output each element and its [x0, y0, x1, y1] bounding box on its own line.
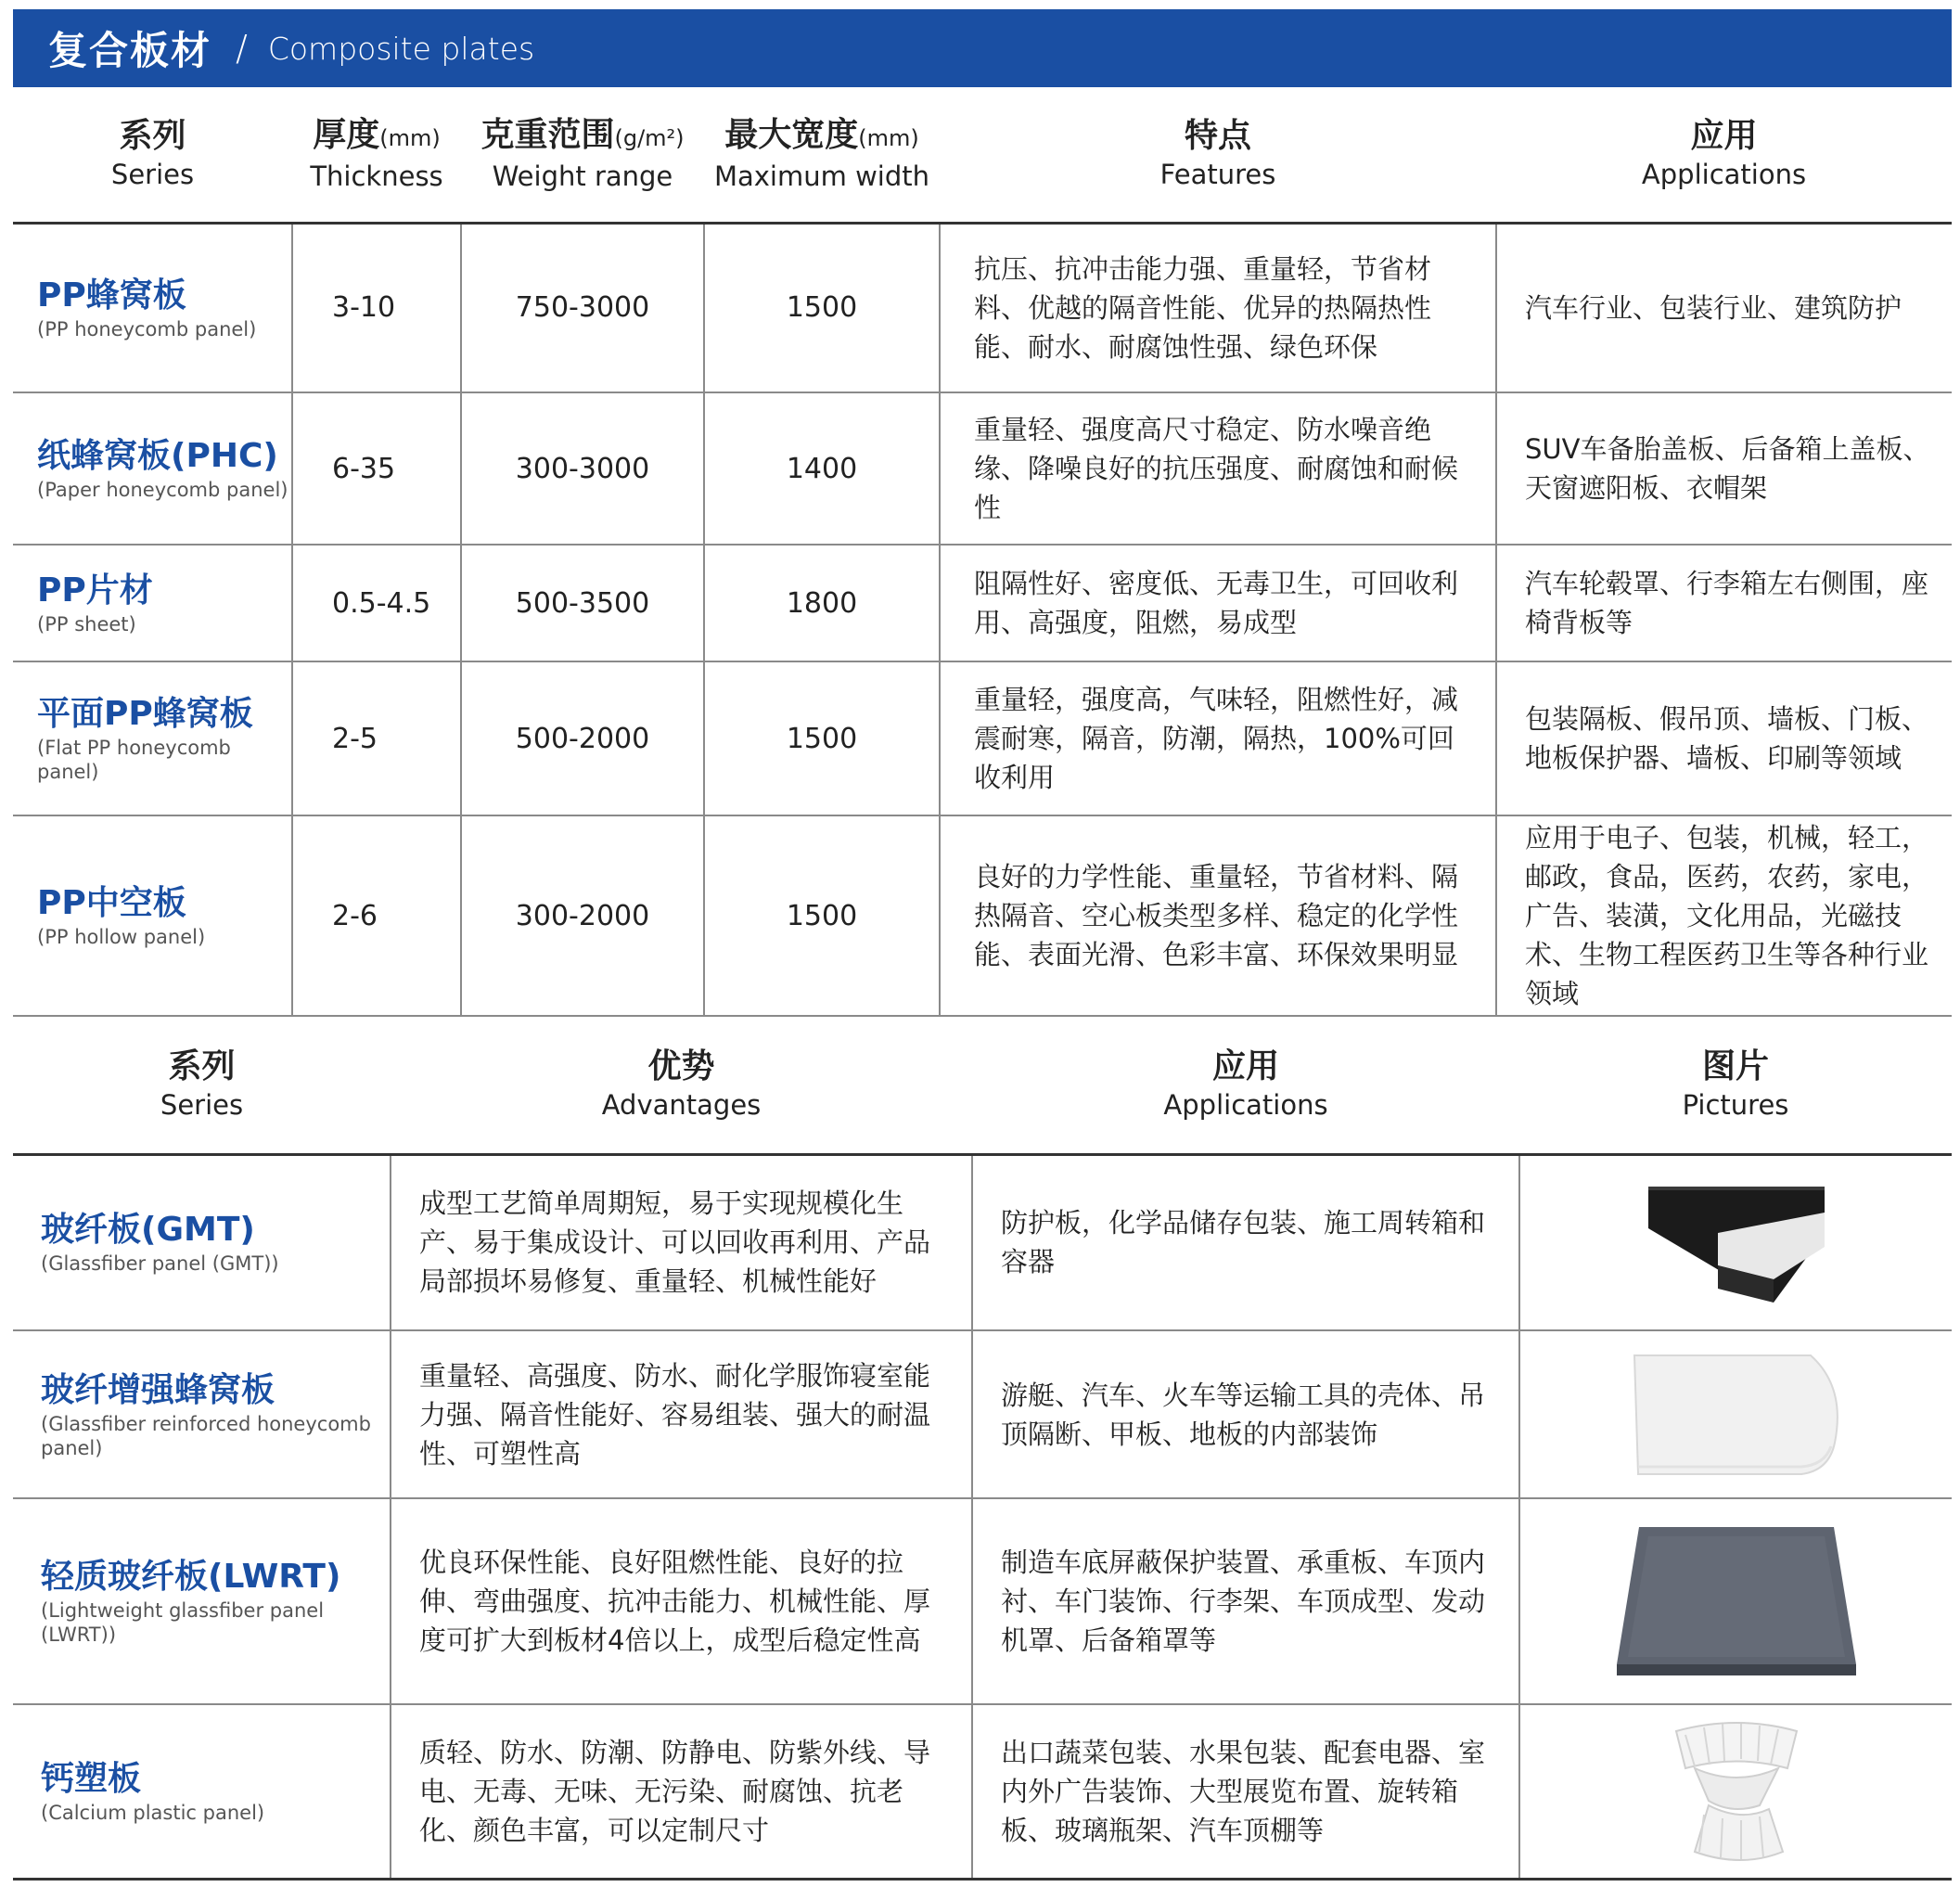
weight-cell: 750-3000 [461, 223, 704, 392]
folded-honeycomb-image [1667, 1713, 1806, 1870]
thickness-cell: 2-5 [292, 661, 461, 815]
composite-specs-table [13, 87, 1952, 1017]
applications-cell: 出口蔬菜包装、水果包装、配套电器、室内外广告装饰、大型展览布置、旋转箱板、玻璃瓶架、汽车顶棚等 [972, 1704, 1519, 1879]
features-cell: 良好的力学性能、重量轻，节省材料、隔热隔音、空心板类型多样、稳定的化学性能、表面光滑、色彩丰富、环保效果明显 [940, 815, 1496, 1016]
table-row [13, 1704, 1952, 1879]
picture-cell [1519, 1330, 1952, 1498]
applications-cell: 防护板，化学品储存包装、施工周转箱和容器 [972, 1154, 1519, 1330]
series-cell: 轻质玻纤板(LWRT) (Lightweight glassfiber panel (LWRT)) [13, 1498, 391, 1704]
glassfiber-specs-table [13, 1017, 1952, 1881]
picture-cell [1519, 1498, 1952, 1704]
table-row [13, 1154, 1952, 1330]
header-features: 特点 Features [940, 87, 1496, 223]
weight-cell: 300-2000 [461, 815, 704, 1016]
features-cell: 重量轻、强度高尺寸稳定、防水噪音绝缘、降噪良好的抗压强度、耐腐蚀和耐候性 [940, 392, 1496, 545]
series-cell: 钙塑板 (Calcium plastic panel) [13, 1704, 391, 1879]
advantages-cell: 重量轻、高强度、防水、耐化学服饰寝室能力强、隔音性能好、容易组装、强大的耐温性、可塑性高 [391, 1330, 972, 1498]
table-row [13, 223, 1952, 392]
header-advantages: 优势 Advantages [391, 1017, 972, 1154]
picture-cell [1519, 1704, 1952, 1879]
advantages-cell: 优良环保性能、良好阻燃性能、良好的拉伸、弯曲强度、抗冲击能力、机械性能、厚度可扩大到板材4倍以上，成型后稳定性高 [391, 1498, 972, 1704]
table-row [13, 545, 1952, 661]
weight-cell: 500-3500 [461, 545, 704, 661]
thickness-cell: 6-35 [292, 392, 461, 545]
width-cell: 1500 [704, 223, 940, 392]
advantages-cell: 成型工艺简单周期短，易于实现规模化生产、易于集成设计、可以回收再利用、产品局部损坏易修复、重量轻、机械性能好 [391, 1154, 972, 1330]
applications-cell: 汽车轮毂罩、行李箱左右侧围，座椅背板等 [1496, 545, 1952, 661]
header-weight-range: 克重范围(g/m²) Weight range [461, 87, 704, 223]
series-cell: PP中空板 (PP hollow panel) [13, 815, 292, 1016]
thickness-cell: 3-10 [292, 223, 461, 392]
series-cell: 纸蜂窝板(PHC) (Paper honeycomb panel) [13, 392, 292, 545]
features-cell: 重量轻，强度高，气味轻，阻燃性好，减震耐寒，隔音，防潮，隔热，100%可回收利用 [940, 661, 1496, 815]
header-thickness: 厚度(mm) Thickness [292, 87, 461, 223]
header-pictures: 图片 Pictures [1519, 1017, 1952, 1154]
series-cell: PP蜂窝板 (PP honeycomb panel) [13, 223, 292, 392]
series-cell: 玻纤板(GMT) (Glassfiber panel (GMT)) [13, 1154, 391, 1330]
width-cell: 1800 [704, 545, 940, 661]
header-applications: 应用 Applications [972, 1017, 1519, 1154]
features-cell: 抗压、抗冲击能力强、重量轻，节省材料、优越的隔音性能、优异的热隔热性能、耐水、耐腐蚀性强、绿色环保 [940, 223, 1496, 392]
picture-cell [1519, 1154, 1952, 1330]
table-row [13, 1498, 1952, 1704]
weight-cell: 300-3000 [461, 392, 704, 545]
width-cell: 1500 [704, 661, 940, 815]
applications-cell: SUV车备胎盖板、后备箱上盖板、天窗遮阳板、衣帽架 [1496, 392, 1952, 545]
table-row [13, 815, 1952, 1016]
thickness-cell: 2-6 [292, 815, 461, 1016]
applications-cell: 包装隔板、假吊顶、墙板、门板、地板保护器、墙板、印刷等领域 [1496, 661, 1952, 815]
black-white-panel-image [1644, 1177, 1829, 1307]
table-header-row [13, 87, 1952, 223]
width-cell: 1400 [704, 392, 940, 545]
header-series: 系列 Series [13, 87, 292, 223]
section-banner [13, 9, 1952, 87]
applications-cell: 应用于电子、包装，机械，轻工，邮政，食品，医药，农药，家电，广告、装潢，文化用品，光磁技术、生物工程医药卫生等各种行业领域 [1496, 815, 1952, 1016]
banner-title-en: Composite plates [267, 30, 535, 67]
features-cell: 阻隔性好、密度低、无毒卫生，可回收利用、高强度，阻燃，易成型 [940, 545, 1496, 661]
table-row [13, 392, 1952, 545]
thickness-cell: 0.5-4.5 [292, 545, 461, 661]
advantages-cell: 质轻、防水、防潮、防静电、防紫外线、导电、无毒、无味、无污染、耐腐蚀、抗老化、颜色丰富，可以定制尺寸 [391, 1704, 972, 1879]
table-row [13, 661, 1952, 815]
table-header-row [13, 1017, 1952, 1154]
grey-felt-panel-image [1611, 1518, 1862, 1685]
banner-separator: / [236, 28, 248, 69]
weight-cell: 500-2000 [461, 661, 704, 815]
table-row [13, 1330, 1952, 1498]
header-max-width: 最大宽度(mm) Maximum width [704, 87, 940, 223]
series-cell: 平面PP蜂窝板 (Flat PP honeycomb panel) [13, 661, 292, 815]
applications-cell: 汽车行业、包装行业、建筑防护 [1496, 223, 1952, 392]
white-panel-image [1625, 1350, 1848, 1480]
width-cell: 1500 [704, 815, 940, 1016]
series-cell: 玻纤增强蜂窝板 (Glassfiber reinforced honeycomb panel) [13, 1330, 391, 1498]
series-cell: PP片材 (PP sheet) [13, 545, 292, 661]
banner-title-zh: 复合板材 [48, 28, 212, 73]
header-applications: 应用 Applications [1496, 87, 1952, 223]
applications-cell: 制造车底屏蔽保护装置、承重板、车顶内衬、车门装饰、行李架、车顶成型、发动机罩、后备箱罩等 [972, 1498, 1519, 1704]
header-series: 系列 Series [13, 1017, 391, 1154]
applications-cell: 游艇、汽车、火车等运输工具的壳体、吊顶隔断、甲板、地板的内部装饰 [972, 1330, 1519, 1498]
